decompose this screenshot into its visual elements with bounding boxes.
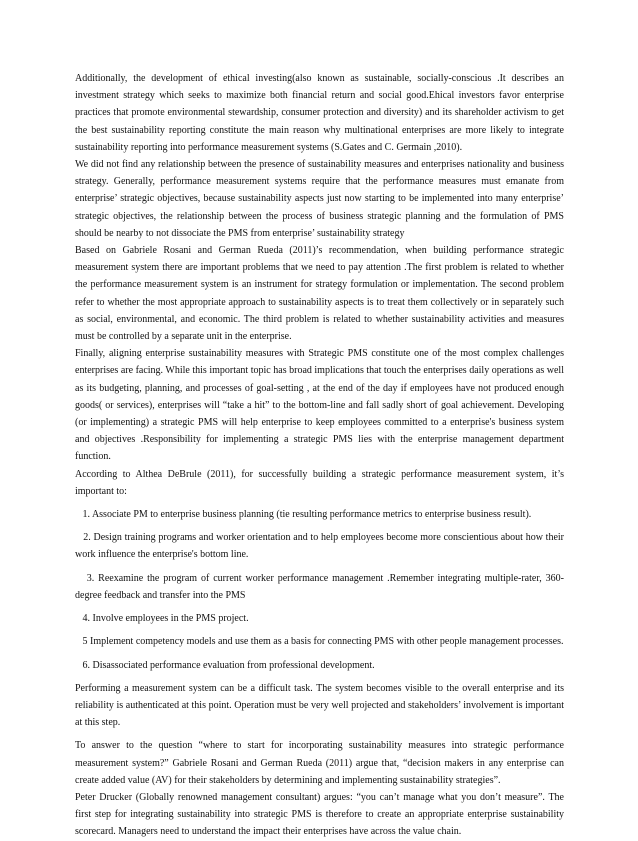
list-item-3: 3. Reexamine the program of current worker performance management .Remember integrating multiple-rater, 360-degree feedback and transfer into the PMS	[75, 572, 564, 601]
paragraph-rosani-rueda: Based on Gabriele Rosani and German Rueda (2011)’s recommendation, when building performance strategic measurement system there are important problems that we need to pay attention .The first problem is related to whether the performance measurement system is an instrument for strategy formulation or implementation. The second problem refer to whether the most appropriate approach to sustainability aspects is to treat them collectively or in separately such as social, environmental, and economic. The third problem is related to whether sustainability activities and measures must be controlled by a separate unit in the enterprise.	[75, 245, 564, 343]
list-item-4: 4. Involve employees in the PMS project.	[75, 613, 249, 625]
paragraph-where-to-start: To answer to the question “where to start for incorporating sustainability measures into strategic performance measurement system?” Gabriele Rosani and German Rueda (2011) argue that, “decision makers in any enterprise can create added value (AV) for their stakeholders by determining and implementing sustainability strategies”.	[75, 740, 564, 786]
paragraph-finally: Finally, aligning enterprise sustainability measures with Strategic PMS constitute one of the most complex challenges enterprises are facing. While this important topic has broad implications that touch the enterprises daily operations as well as its budgeting, planning, and processes of goal-setting , at the end of the day if employees have not produced enough goods( or services), enterprises will “take a hit” to the bottom-line and fall sadly short of goal achievement. Developing (or implementing) a strategic PMS will help enterprise to keep employees committed to a enterprise's business system and objectives .Responsibility for implementing a strategic PMS lies with the enterprise management department function.	[75, 348, 564, 463]
list-item-6: 6. Disassociated performance evaluation from professional development.	[75, 659, 375, 671]
paragraph-measurement-system: Performing a measurement system can be a difficult task. The system becomes visible to the overall enterprise and its reliability is authenticated at this point. Operation must be very well projected and stakeholders’ involvement is important at this step.	[75, 682, 564, 729]
paragraph-relationship: We did not find any relationship between the presence of sustainability measures and enterprises nationality and business strategy. Generally, performance measurement systems require that the performance measures must emanate from enterprise’ strategic objectives, because sustainability aspects just now starting to be implemented into many enterprise’ strategic objectives, the relationship between the process of business strategic planning and the formulation of PMS should be nearby to not dissociate the PMS from enterprise’ sustainability strategy	[75, 159, 564, 239]
list-item-2: 2. Design training programs and worker orientation and to help employees become more conscientious about how their work influence the enterprise's bottom line.	[75, 532, 567, 561]
list-item-1: 1. Associate PM to enterprise business planning (tie resulting performance metrics to enterprise business result).	[75, 509, 532, 521]
list-item-5: 5 Implement competency models and use them as a basis for connecting PMS with other people management processes.	[75, 636, 564, 648]
paragraph-ethical-investing: Additionally, the development of ethical investing(also known as sustainable, socially-conscious .It describes an investment strategy which seeks to maximize both financial return and social good.Ehical investors favor enterprise practices that promote environmental stewardship, consumer protection and diversity) and its shareholder activism to get the best sustainability reporting constitute the main reason why multinational enterprises are more likely to integrate sustainability reporting into performance measurement systems (S.Gates and C. Germain ,2010).	[75, 73, 564, 153]
paragraph-drucker: Peter Drucker (Globally renowned management consultant) argues: “you can’t manage what you don’t measure”. The first step for integrating sustainability into strategic PMS is therefore to create an appropriate enterprise sustainability scorecard. Managers need to understand the impact their enterprises have across the value chain.	[75, 791, 564, 838]
paragraph-debrule: According to Althea DeBrule (2011), for successfully building a strategic performance measurement system, it’s important to:	[75, 468, 564, 497]
